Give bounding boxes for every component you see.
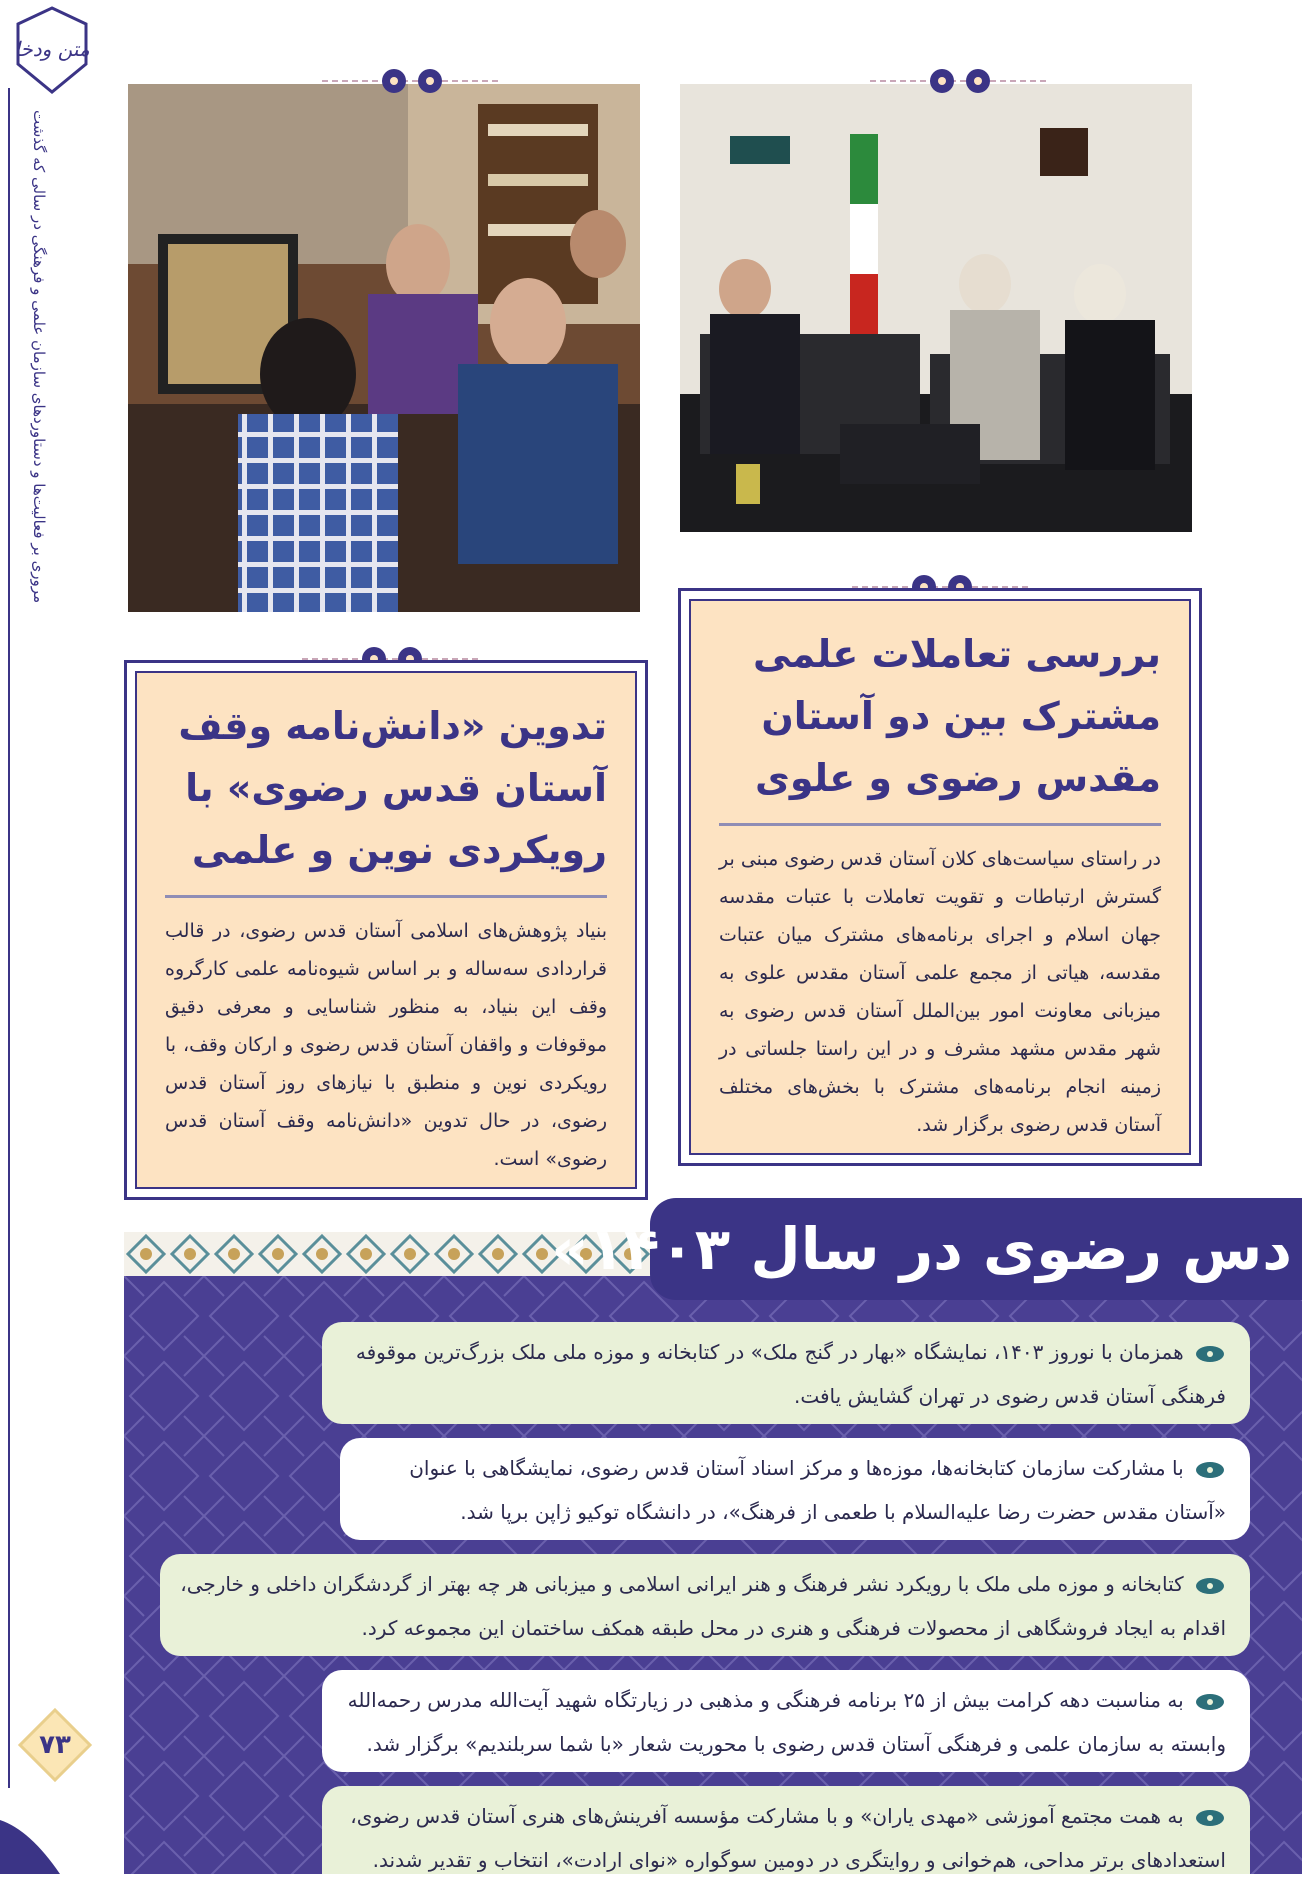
corner-ornament	[0, 1810, 60, 1874]
ornament-bullet-icon	[1194, 1344, 1226, 1364]
ornament-bullet-icon	[1194, 1808, 1226, 1828]
section-banner-title: دس رضوی در سال ۱۴۰۳»	[650, 1198, 1302, 1300]
svg-text:متن ودخا: متن ودخا	[14, 37, 90, 61]
ornament-bullet-icon	[1194, 1460, 1226, 1480]
news-item-text: کتابخانه و موزه ملی ملک با رویکرد نشر فرهنگ و هنر ایرانی اسلامی و میزبانی هر چه بهتر از گردشگران داخلی و خارجی، اقدام به ایجاد فروشگاهی از محصولات فرهنگی و هنری در محل طبقه همکف ساختمان این مجموعه کرد.	[180, 1572, 1226, 1640]
article-body: در راستای سیاست‌های کلان آستان قدس رضوی مبنی بر گسترش ارتباطات و تقویت تعاملات با عتبات مقدسه جهان اسلام و اجرای برنامه‌های مشترک میان عتبات مقدسه، هیاتی از مجمع علمی آستان مقدس علوی به میزبانی معاونت امور بین‌الملل آستان قدس رضوی به شهر مقدس مشهد مشرف و در این راستا جلساتی در زمینه انجام برنامه‌های مشترک با بخش‌های مختلف آستان قدس رضوی برگزار شد.	[719, 848, 1161, 1136]
news-item	[160, 1554, 1250, 1656]
article-box-waqf-encyclopedia	[124, 660, 648, 1200]
article-title: تدوین «دانش‌نامه وقف آستان قدس رضوی» با رویکردی نوین و علمی	[165, 695, 607, 898]
divider-ornament	[860, 64, 1060, 98]
news-item	[322, 1322, 1250, 1424]
ornament-bullet-icon	[1194, 1692, 1226, 1712]
news-item	[322, 1786, 1250, 1874]
article-title: بررسی تعاملات علمی مشترک بین دو آستان مقدس رضوی و علوی	[719, 623, 1161, 826]
page-number-badge	[18, 1708, 92, 1782]
left-margin-rule	[8, 88, 10, 1788]
news-item-text: همزمان با نوروز ۱۴۰۳، نمایشگاه «بهار در گنج ملک» در کتابخانه و موزه ملی ملک بزرگ‌ترین موقوفه فرهنگی آستان قدس رضوی در تهران گشایش یافت.	[355, 1340, 1226, 1408]
news-item-text: به مناسبت دهه کرامت بیش از ۲۵ برنامه فرهنگی و مذهبی در زیارتگاه شهید آیت‌الله مدرس رحمه‌الله وابسته به سازمان علمی و فرهنگی آستان قدس رضوی با محوریت شعار «با شما سربلندیم» برگزار شد.	[347, 1688, 1226, 1756]
page-number: ۷۳	[39, 1730, 71, 1760]
article-body: بنیاد پژوهش‌های اسلامی آستان قدس رضوی، در قالب قراردادی سه‌ساله و بر اساس شیوه‌نامه علمی کارگروه وقف این بنیاد، به منظور شناسایی و معرفی دقیق موقوفات و واقفان آستان قدس رضوی و ارکان وقف، با رویکردی نوین و منطبق با نیازهای روز آستان قدس رضوی، در حال تدوین «دانش‌نامه وقف آستان قدس رضوی» است.	[165, 920, 607, 1170]
article-box-astan-alavi	[678, 588, 1202, 1166]
section-running-header: مروری بر فعالیت‌ها و دستاوردهای سازمان علمی و فرهنگی در سالی که گذشت	[30, 110, 48, 604]
news-item	[322, 1670, 1250, 1772]
news-item-text: با مشارکت سازمان کتابخانه‌ها، موزه‌ها و مرکز اسناد آستان قدس رضوی، نمایشگاهی با عنوان «آستان مقدس حضرت رضا علیه‌السلام با طعمی از فرهنگ»، در دانشگاه توکیو ژاپن برپا شد.	[409, 1456, 1226, 1524]
divider-ornament	[312, 64, 512, 98]
news-item-text: به همت مجتمع آموزشی «مهدی یاران» و با مشارکت مؤسسه آفرینش‌های هنری آستان قدس رضوی، استعدادهای برتر مداحی، هم‌خوانی و روایتگری در دومین سوگواره «نوای ارادت»، انتخاب و تقدیر شدند.	[350, 1804, 1226, 1872]
photo-clerics-meeting	[680, 84, 1192, 532]
news-item	[340, 1438, 1250, 1540]
ornament-bullet-icon	[1194, 1576, 1226, 1596]
photo-researchers-at-computer	[128, 84, 640, 612]
magazine-logo	[6, 4, 98, 96]
